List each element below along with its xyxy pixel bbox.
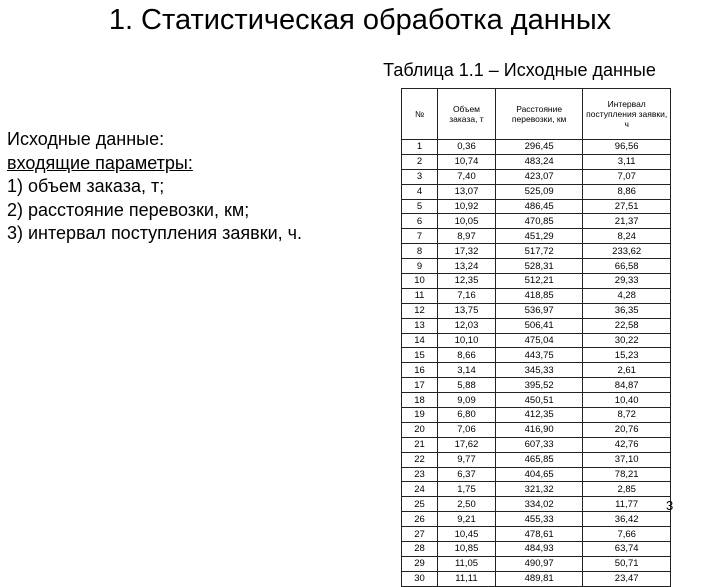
cell-order-volume: 2,50	[438, 497, 496, 512]
cell-number: 14	[402, 333, 438, 348]
cell-distance: 455,33	[495, 512, 582, 527]
table-row	[402, 482, 671, 497]
cell-distance: 478,61	[495, 527, 582, 542]
table-row	[402, 229, 671, 244]
cell-interval: 63,74	[583, 542, 671, 557]
cell-interval: 20,76	[583, 422, 671, 437]
cell-distance: 506,41	[495, 318, 582, 333]
cell-number: 19	[402, 408, 438, 423]
cell-order-volume: 6,37	[438, 467, 496, 482]
slide-title: 1. Статистическая обработка данных	[108, 4, 612, 36]
cell-order-volume: 10,10	[438, 333, 496, 348]
cell-interval: 2,61	[583, 363, 671, 378]
cell-interval: 15,23	[583, 348, 671, 363]
cell-interval: 78,21	[583, 467, 671, 482]
cell-number: 11	[402, 288, 438, 303]
table-row	[402, 199, 671, 214]
cell-number: 25	[402, 497, 438, 512]
cell-distance: 404,65	[495, 467, 582, 482]
cell-order-volume: 12,03	[438, 318, 496, 333]
header-interval: Интервал поступления заявки, ч	[583, 89, 671, 140]
cell-interval: 30,22	[583, 333, 671, 348]
cell-distance: 475,04	[495, 333, 582, 348]
table-row	[402, 259, 671, 274]
cell-interval: 7,66	[583, 527, 671, 542]
cell-number: 23	[402, 467, 438, 482]
left-line-2: 2) расстояние перевозки, км;	[7, 199, 250, 220]
cell-order-volume: 5,88	[438, 378, 496, 393]
table-row	[402, 169, 671, 184]
table-row	[402, 422, 671, 437]
table-row	[402, 467, 671, 482]
cell-order-volume: 9,21	[438, 512, 496, 527]
cell-order-volume: 11,11	[438, 571, 496, 586]
cell-interval: 22,58	[583, 318, 671, 333]
cell-number: 28	[402, 542, 438, 557]
cell-order-volume: 0,36	[438, 140, 496, 155]
cell-interval: 36,42	[583, 512, 671, 527]
cell-distance: 450,51	[495, 393, 582, 408]
cell-interval: 233,62	[583, 244, 671, 259]
table-body	[402, 140, 674, 587]
cell-order-volume: 10,05	[438, 214, 496, 229]
cell-distance: 416,90	[495, 422, 582, 437]
cell-distance: 345,33	[495, 363, 582, 378]
table-caption: Таблица 1.1 – Исходные данные	[383, 60, 656, 80]
cell-order-volume: 8,97	[438, 229, 496, 244]
cell-number: 9	[402, 259, 438, 274]
cell-order-volume: 7,40	[438, 169, 496, 184]
cell-order-volume: 1,75	[438, 482, 496, 497]
table-header-row	[402, 89, 671, 140]
cell-distance: 418,85	[495, 288, 582, 303]
table-row	[402, 244, 671, 259]
cell-distance: 465,85	[495, 452, 582, 467]
cell-order-volume: 10,45	[438, 527, 496, 542]
left-line-params: входящие параметры:	[7, 152, 193, 173]
table-row	[402, 288, 671, 303]
header-order-volume: Объем заказа, т	[438, 89, 496, 140]
cell-order-volume: 10,74	[438, 154, 496, 169]
cell-interval: 2,85	[583, 482, 671, 497]
cell-distance: 525,09	[495, 184, 582, 199]
cell-interval: 42,76	[583, 437, 671, 452]
cell-number: 16	[402, 363, 438, 378]
table-row	[402, 378, 671, 393]
cell-number: 26	[402, 512, 438, 527]
cell-distance: 443,75	[495, 348, 582, 363]
table-row	[402, 318, 671, 333]
header-distance: Расстояние перевозки, км	[495, 89, 582, 140]
cell-interval: 96,56	[583, 140, 671, 155]
table-row	[402, 154, 671, 169]
cell-interval: 8,86	[583, 184, 671, 199]
header-number: №	[402, 89, 438, 140]
table-row	[402, 184, 671, 199]
cell-order-volume: 17,62	[438, 437, 496, 452]
left-line-1: 1) объем заказа, т;	[7, 176, 165, 196]
left-line-3: 3) интервал поступления заявки, ч.	[7, 223, 303, 243]
cell-interval: 4,28	[583, 288, 671, 303]
cell-distance: 296,45	[495, 140, 582, 155]
table-row	[402, 348, 671, 363]
table-row	[402, 274, 671, 289]
cell-number: 20	[402, 422, 438, 437]
cell-number: 13	[402, 318, 438, 333]
cell-order-volume: 11,05	[438, 556, 496, 571]
cell-number: 4	[402, 184, 438, 199]
cell-interval: 11,77	[583, 497, 671, 512]
cell-number: 18	[402, 393, 438, 408]
cell-order-volume: 13,07	[438, 184, 496, 199]
cell-number: 21	[402, 437, 438, 452]
cell-interval: 50,71	[583, 556, 671, 571]
cell-order-volume: 10,92	[438, 199, 496, 214]
cell-order-volume: 12,35	[438, 274, 496, 289]
cell-number: 5	[402, 199, 438, 214]
cell-number: 15	[402, 348, 438, 363]
cell-interval: 8,24	[583, 229, 671, 244]
cell-distance: 395,52	[495, 378, 582, 393]
table-row	[402, 303, 671, 318]
cell-distance: 528,31	[495, 259, 582, 274]
cell-order-volume: 7,16	[438, 288, 496, 303]
cell-number: 24	[402, 482, 438, 497]
table-row	[402, 571, 671, 586]
cell-distance: 483,24	[495, 154, 582, 169]
cell-number: 10	[402, 274, 438, 289]
cell-interval: 8,72	[583, 408, 671, 423]
cell-number: 27	[402, 527, 438, 542]
cell-interval: 36,35	[583, 303, 671, 318]
data-table	[401, 88, 674, 587]
table-row	[402, 527, 671, 542]
cell-interval: 3,11	[583, 154, 671, 169]
table-row	[402, 497, 671, 512]
cell-distance: 412,35	[495, 408, 582, 423]
cell-number: 22	[402, 452, 438, 467]
cell-distance: 484,93	[495, 542, 582, 557]
cell-interval: 29,33	[583, 274, 671, 289]
cell-distance: 607,33	[495, 437, 582, 452]
table-row	[402, 512, 671, 527]
cell-number: 1	[402, 140, 438, 155]
cell-distance: 334,02	[495, 497, 582, 512]
cell-interval: 21,37	[583, 214, 671, 229]
cell-order-volume: 17,32	[438, 244, 496, 259]
cell-order-volume: 13,24	[438, 259, 496, 274]
table-row	[402, 140, 671, 155]
cell-number: 3	[402, 169, 438, 184]
table-row	[402, 214, 671, 229]
table-row	[402, 452, 671, 467]
cell-interval: 7,07	[583, 169, 671, 184]
table-row	[402, 542, 671, 557]
cell-interval: 37,10	[583, 452, 671, 467]
cell-number: 2	[402, 154, 438, 169]
table-row	[402, 437, 671, 452]
cell-number: 12	[402, 303, 438, 318]
cell-distance: 512,21	[495, 274, 582, 289]
cell-order-volume: 6,80	[438, 408, 496, 423]
cell-distance: 517,72	[495, 244, 582, 259]
cell-number: 6	[402, 214, 438, 229]
cell-distance: 321,32	[495, 482, 582, 497]
cell-distance: 536,97	[495, 303, 582, 318]
cell-distance: 486,45	[495, 199, 582, 214]
cell-number: 29	[402, 556, 438, 571]
page-number: 3	[666, 498, 674, 513]
cell-order-volume: 8,66	[438, 348, 496, 363]
table-row	[402, 556, 671, 571]
table-row	[402, 408, 671, 423]
left-text-block	[7, 128, 302, 246]
cell-order-volume: 3,14	[438, 363, 496, 378]
cell-interval: 66,58	[583, 259, 671, 274]
table-row	[402, 393, 671, 408]
cell-distance: 423,07	[495, 169, 582, 184]
cell-order-volume: 9,77	[438, 452, 496, 467]
cell-interval: 84,87	[583, 378, 671, 393]
cell-number: 30	[402, 571, 438, 586]
table-row	[402, 363, 671, 378]
cell-distance: 490,97	[495, 556, 582, 571]
cell-interval: 10,40	[583, 393, 671, 408]
data-table-container	[392, 88, 678, 585]
cell-number: 8	[402, 244, 438, 259]
cell-distance: 470,85	[495, 214, 582, 229]
cell-order-volume: 10,85	[438, 542, 496, 557]
cell-number: 7	[402, 229, 438, 244]
cell-order-volume: 9,09	[438, 393, 496, 408]
cell-distance: 451,29	[495, 229, 582, 244]
cell-number: 17	[402, 378, 438, 393]
cell-interval: 23,47	[583, 571, 671, 586]
left-line-heading: Исходные данные:	[7, 129, 165, 149]
cell-order-volume: 13,75	[438, 303, 496, 318]
cell-interval: 27,51	[583, 199, 671, 214]
table-row	[402, 333, 671, 348]
cell-distance: 489,81	[495, 571, 582, 586]
cell-order-volume: 7,06	[438, 422, 496, 437]
